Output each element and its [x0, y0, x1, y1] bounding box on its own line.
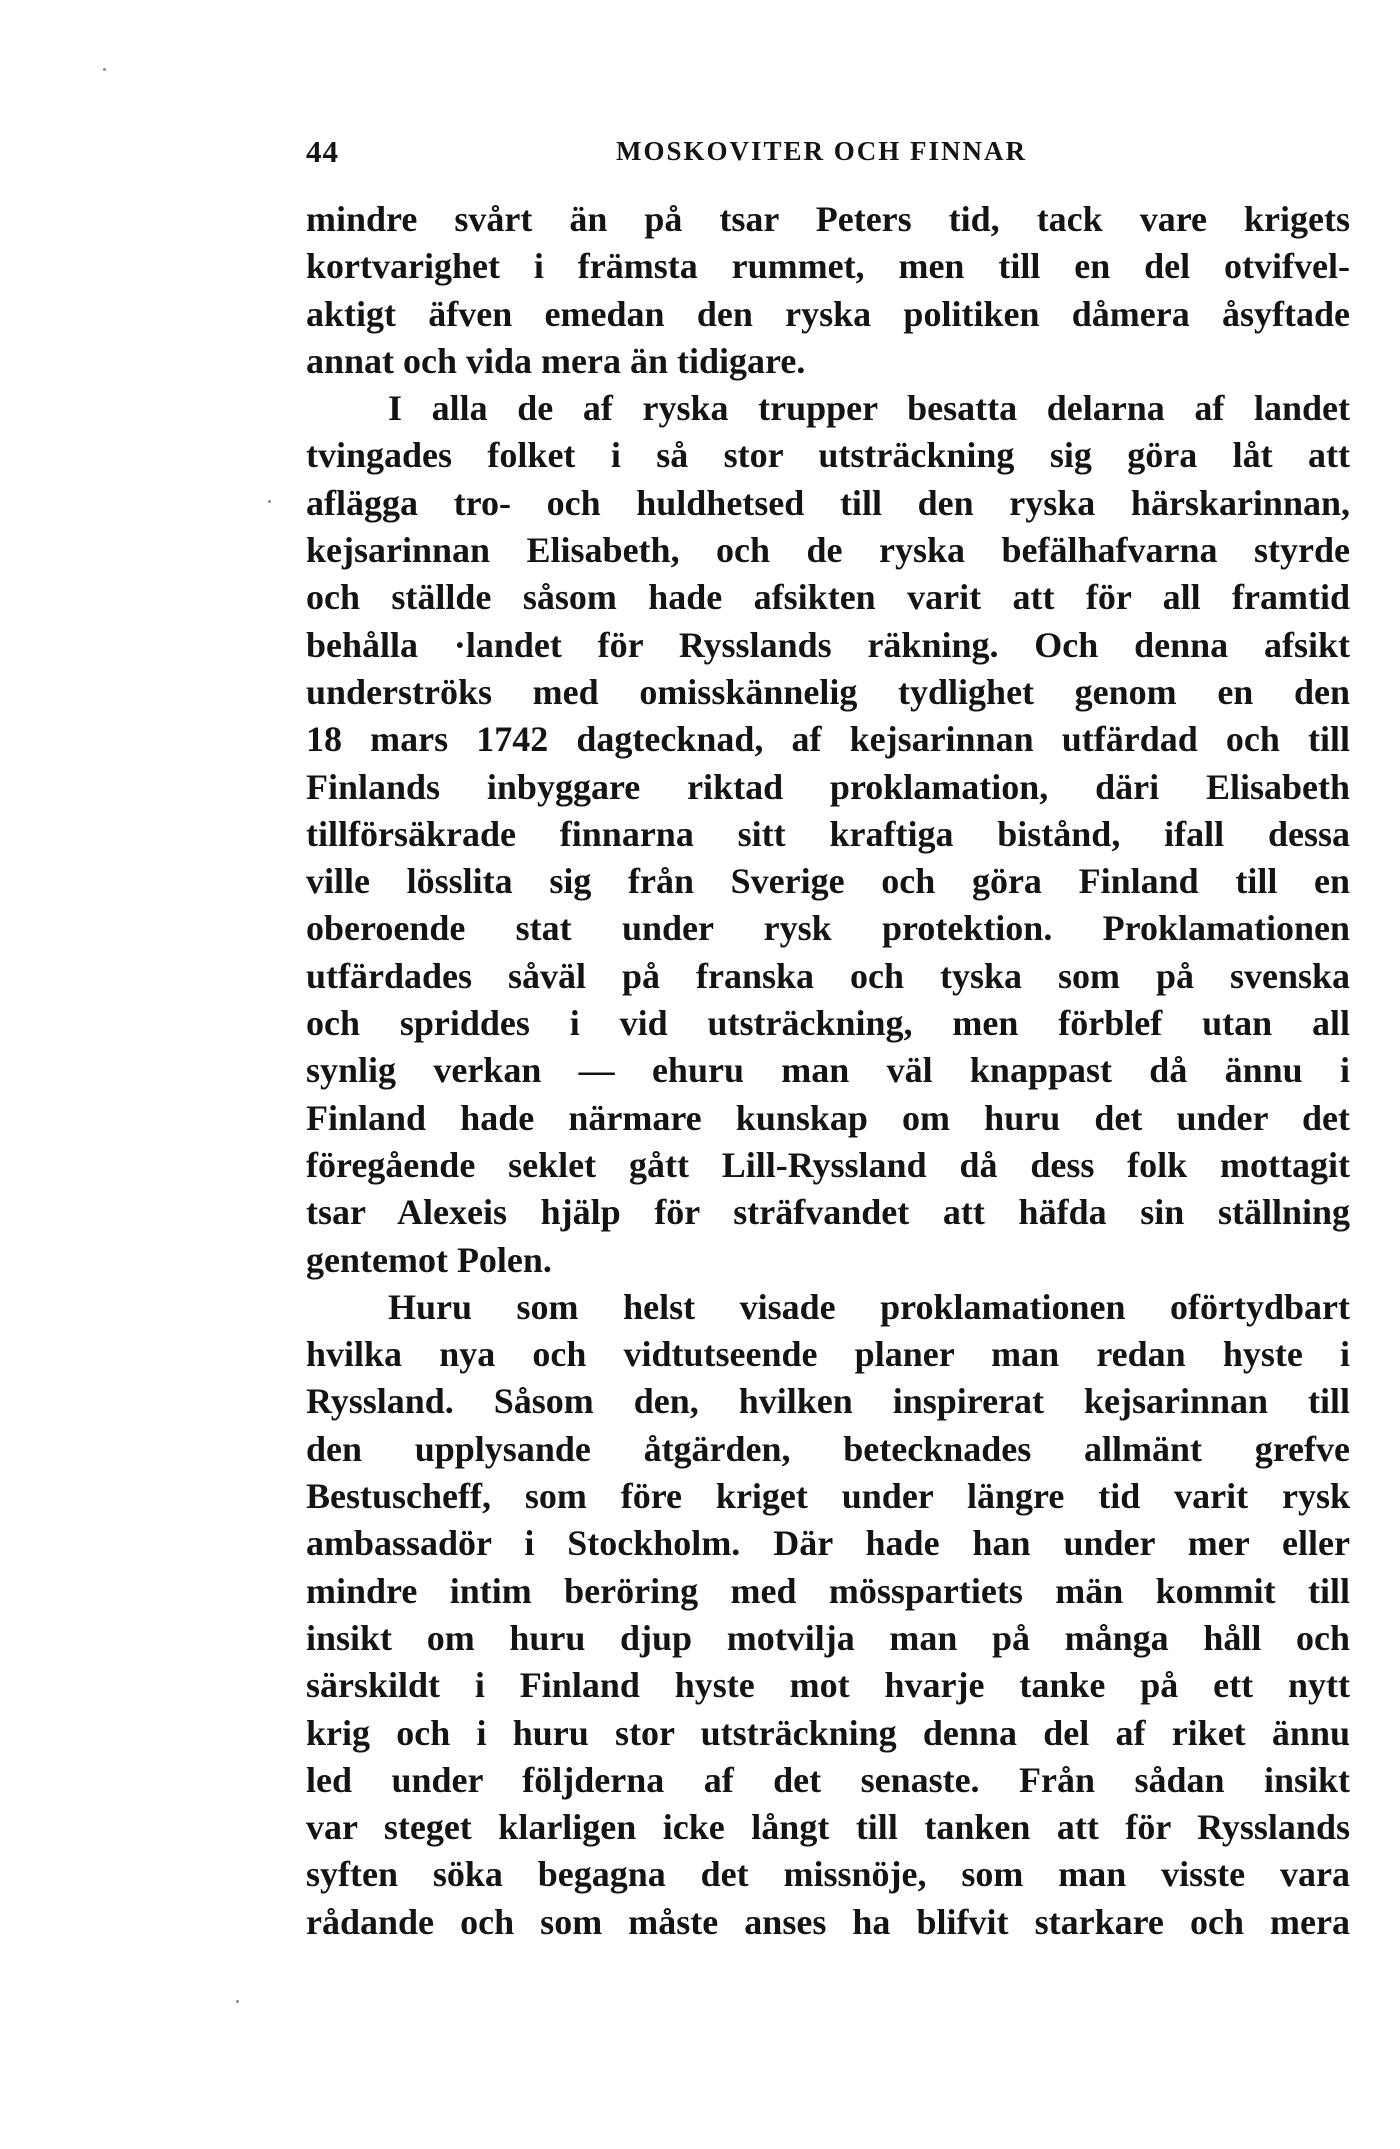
- text-line: och ställde såsom hade afsikten varit att för all framtid: [306, 577, 1350, 618]
- text-line: föregående seklet gått Lill-Ryssland då dess folk mottagit: [306, 1144, 1350, 1185]
- text-line: utfärdades såväl på franska och tyska som på svenska: [306, 955, 1350, 996]
- text-line: Bestuscheff, som före kriget under längre tid varit rysk: [306, 1476, 1350, 1517]
- text-line: syften söka begagna det missnöje, som man visste vara: [306, 1854, 1350, 1895]
- text-line: led under följderna af det senaste. Från sådan insikt: [306, 1759, 1350, 1800]
- text-line: 18 mars 1742 dagtecknad, af kejsarinnan utfärdad och till: [306, 719, 1350, 760]
- text-line: Finland hade närmare kunskap om huru det under det: [306, 1097, 1350, 1138]
- paper-speck: [268, 500, 271, 503]
- paper-speck: [236, 2000, 239, 2003]
- text-line: insikt om huru djup motvilja man på många håll och: [306, 1617, 1350, 1658]
- text-line: den upplysande åtgärden, betecknades allmänt grefve: [306, 1428, 1350, 1469]
- text-line: rådande och som måste anses ha blifvit starkare och mera: [306, 1901, 1350, 1942]
- text-line: behålla ·landet för Rysslands räkning. Och denna afsikt: [306, 624, 1350, 665]
- page-number: 44: [306, 134, 339, 169]
- running-title: MOSKOVITER OCH FINNAR: [616, 136, 1028, 166]
- text-line: oberoende stat under rysk protektion. Proklamationen: [306, 908, 1350, 949]
- text-line: hvilka nya och vidtutseende planer man redan hyste i: [306, 1334, 1350, 1375]
- text-line: och spriddes i vid utsträckning, men förblef utan all: [306, 1003, 1350, 1044]
- text-line: var steget klarligen icke långt till tanken att för Rysslands: [306, 1807, 1350, 1848]
- text-line: kejsarinnan Elisabeth, och de ryska befälhafvarna styrde: [306, 530, 1350, 571]
- text-line: I alla de af ryska trupper besatta delarna af landet: [388, 388, 1350, 429]
- text-line: aktigt äfven emedan den ryska politiken dåmera åsyftade: [306, 293, 1350, 334]
- text-line: ville lösslita sig från Sverige och göra Finland till en: [306, 861, 1350, 902]
- paper-speck: [103, 68, 106, 71]
- text-line: annat och vida mera än tidigare.: [306, 340, 806, 381]
- running-header: [306, 134, 1350, 178]
- text-line: aflägga tro- och huldhetsed till den ryska härskarinnan,: [306, 482, 1350, 523]
- text-line: underströks med omisskännelig tydlighet genom en den: [306, 671, 1350, 712]
- text-line: tsar Alexeis hjälp för sträfvandet att häfda sin ställning: [306, 1192, 1350, 1233]
- text-line: tvingades folket i så stor utsträckning sig göra låt att: [306, 435, 1350, 476]
- text-line: gentemot Polen.: [306, 1239, 552, 1280]
- text-line: mindre svårt än på tsar Peters tid, tack vare krigets: [306, 199, 1350, 239]
- text-line: ambassadör i Stockholm. Där hade han under mer eller: [306, 1523, 1350, 1564]
- text-line: Ryssland. Såsom den, hvilken inspirerat kejsarinnan till: [306, 1381, 1350, 1422]
- body-text: [306, 196, 1350, 1946]
- text-line: tillförsäkrade finnarna sitt kraftiga bistånd, ifall dessa: [306, 813, 1350, 854]
- text-line: Finlands inbyggare riktad proklamation, däri Elisabeth: [306, 766, 1350, 807]
- text-line: särskildt i Finland hyste mot hvarje tanke på ett nytt: [306, 1665, 1350, 1706]
- text-line: synlig verkan — ehuru man väl knappast då ännu i: [306, 1050, 1350, 1091]
- text-line: krig och i huru stor utsträckning denna del af riket ännu: [306, 1712, 1350, 1753]
- text-line: mindre intim beröring med mösspartiets män kommit till: [306, 1570, 1350, 1611]
- text-line: Huru som helst visade proklamationen oförtydbart: [388, 1286, 1350, 1327]
- text-line: kortvarighet i främsta rummet, men till en del otvifvel-: [306, 246, 1350, 287]
